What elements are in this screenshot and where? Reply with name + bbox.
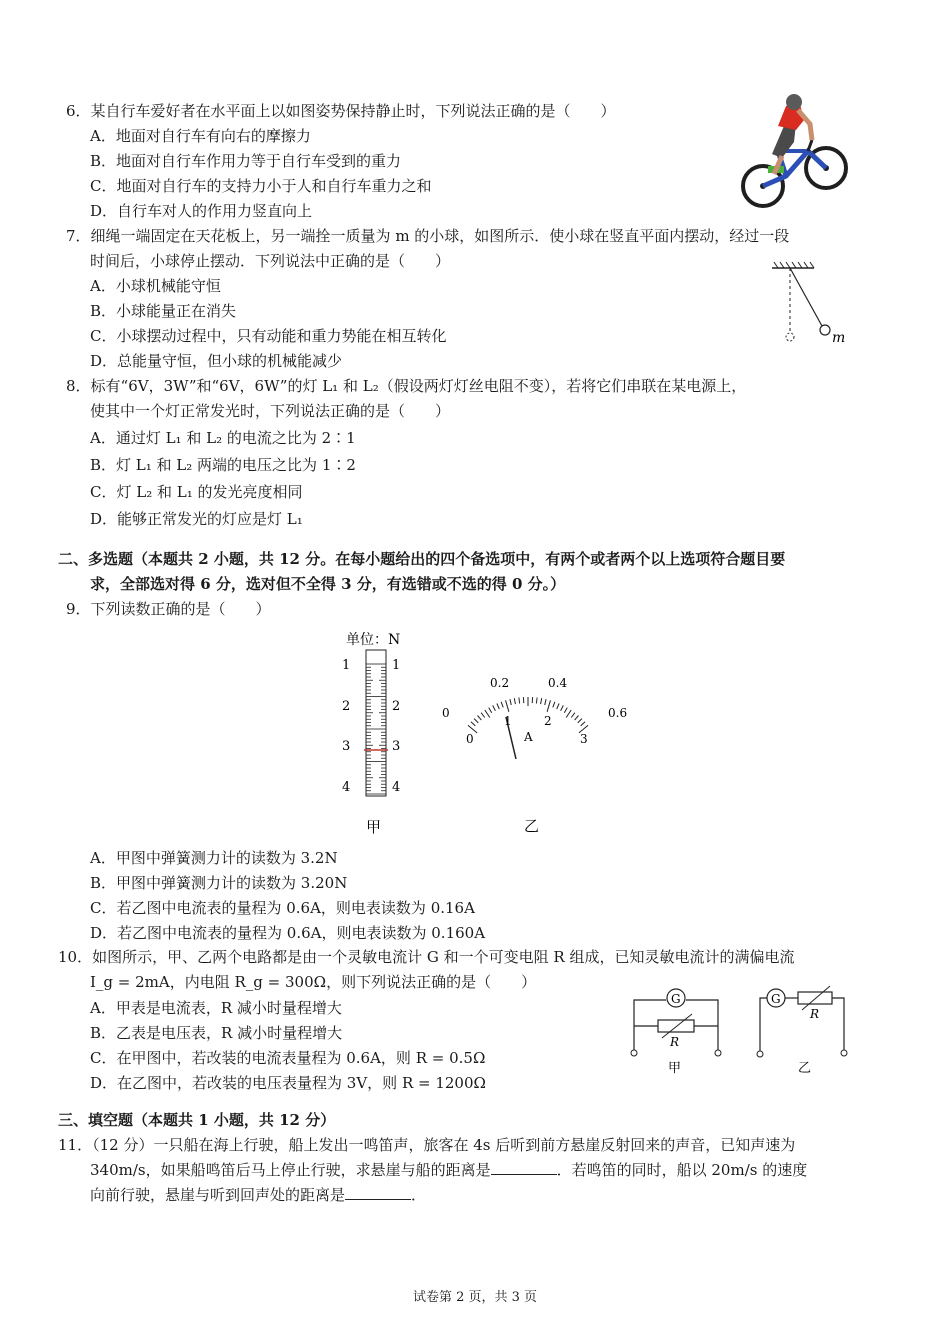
- svg-text:乙: 乙: [798, 1061, 812, 1076]
- q9-option-d: D．若乙图中电流表的量程为 0.6A，则电表读数为 0.160A: [90, 924, 486, 942]
- q6-option-d: D．自行车对人的作用力竖直向上: [90, 202, 313, 220]
- pendulum-mass-label: m: [832, 330, 846, 346]
- q11-line2-text: 340m/s，如果船鸣笛后马上停止行驶，求悬崖与船的距离是: [90, 1161, 491, 1179]
- bottom-label-1: 1: [504, 714, 512, 728]
- q7-stem-cont: 时间后，小球停止摆动．下列说法中正确的是（ ）: [90, 252, 451, 270]
- spring-balance-unit: 单位：N: [346, 632, 401, 648]
- ammeter-tick: [489, 708, 492, 713]
- q11-answer-blank-1[interactable]: [491, 1160, 557, 1175]
- q9-option-b: B．甲图中弹簧测力计的读数为 3.20N: [90, 874, 348, 892]
- pendulum-string: [790, 268, 822, 326]
- q9-option-c: C．若乙图中电流表的量程为 0.6A，则电表读数为 0.16A: [90, 899, 475, 917]
- ammeter-tick: [557, 704, 559, 710]
- section3-heading: 三、填空题（本题共 1 小题，共 12 分）: [58, 1111, 336, 1129]
- ammeter-tick: [541, 698, 542, 704]
- bottom-label-3: 3: [580, 732, 588, 746]
- top-label-0: 0: [442, 706, 450, 720]
- q10-stem-cont: I_g = 2mA，内电阻 R_g = 300Ω，则下列说法正确的是（ ）: [90, 973, 537, 991]
- q9-stem: 9．下列读数正确的是（ ）: [66, 600, 271, 618]
- ammeter-tick: [501, 702, 503, 708]
- q8-stem-cont: 使其中一个灯正常发光时，下列说法正确的是（ ）: [90, 402, 451, 420]
- q11-answer-blank-2[interactable]: [345, 1185, 411, 1200]
- q7-option-a: A．小球机械能守恒: [90, 277, 221, 295]
- ammeter-tick: [564, 708, 567, 713]
- section2-heading-cont: 求，全部选对得 6 分，选对但不全得 3 分，有选错或不选的得 0 分。）: [90, 575, 566, 593]
- tick-left-3: 3: [342, 739, 351, 754]
- cyclist-figure: [738, 96, 850, 212]
- ammeter-tick: [485, 710, 490, 718]
- caption-jia: 甲: [366, 818, 382, 836]
- ammeter-tick: [493, 705, 496, 710]
- tick-right-3: 3: [392, 739, 401, 754]
- q8-option-d: D．能够正常发光的灯应是灯 L₁: [90, 510, 303, 528]
- q6-option-c: C．地面对自行车的支持力小于人和自行车重力之和: [90, 177, 432, 195]
- q7-option-d: D．总能量守恒，但小球的机械能减少: [90, 352, 343, 370]
- svg-text:G: G: [771, 992, 781, 1006]
- q11-line1: 11．（12 分）一只船在海上行驶，船上发出一鸣笛声，旅客在 4s 后听到前方悬崖反射回来的声音，已知声速为: [58, 1136, 796, 1154]
- top-label-04: 0.4: [548, 676, 568, 690]
- ammeter-tick: [481, 713, 485, 718]
- q8-option-a: A．通过灯 L₁ 和 L₂ 的电流之比为 2∶1: [90, 429, 356, 447]
- pendulum-figure: [768, 260, 858, 350]
- tick-left-4: 4: [342, 780, 351, 795]
- q10-stem: 10．如图所示，甲、乙两个电路都是由一个灵敏电流计 G 和一个可变电阻 R 组成，已知灵敏电流计的满偏电流: [58, 948, 795, 966]
- pendulum-ball: [820, 325, 830, 335]
- top-label-06: 0.6: [608, 706, 628, 720]
- q6-option-a: A．地面对自行车有向右的摩擦力: [90, 127, 311, 145]
- q10-option-c: C．在甲图中，若改装的电流表量程为 0.6A，则 R = 0.5Ω: [90, 1049, 486, 1067]
- circuit-jia-figure: [626, 986, 726, 1078]
- ammeter-tick: [536, 698, 537, 704]
- q7-option-c: C．小球摆动过程中，只有动能和重力势能在相互转化: [90, 327, 447, 345]
- q9-option-a: A．甲图中弹簧测力计的读数为 3.2N: [90, 849, 338, 867]
- section2-heading: 二、多选题（本题共 2 小题，共 12 分。在每小题给出的四个备选项中，有两个或者两个以上选项符合题目要: [58, 550, 786, 568]
- ammeter-tick: [514, 698, 515, 704]
- q11-line3-text-b: ．: [411, 1186, 427, 1204]
- q8-option-b: B．灯 L₁ 和 L₂ 两端的电压之比为 1∶2: [90, 456, 356, 474]
- ammeter-tick: [578, 719, 582, 723]
- q11-line2-text-b: ．若鸣笛的同时，船以 20m/s 的速度: [556, 1161, 808, 1179]
- ammeter-tick: [545, 699, 546, 705]
- q10-option-a: A．甲表是电流表，R 减小时量程增大: [90, 999, 342, 1017]
- bottom-label-0: 0: [466, 732, 474, 746]
- ammeter-tick: [497, 704, 499, 710]
- q11-line3-text: 向前行驶，悬崖与听到回声处的距离是: [90, 1186, 346, 1204]
- bottom-label-2: 2: [544, 714, 552, 728]
- tick-right-2: 2: [392, 699, 401, 714]
- svg-text:R: R: [670, 1035, 680, 1049]
- q8-option-c: C．灯 L₂ 和 L₁ 的发光亮度相同: [90, 483, 303, 501]
- variable-resistor: [658, 1020, 694, 1032]
- ammeter-tick: [474, 719, 478, 723]
- q8-stem: 8．标有“6V，3W”和“6V，6W”的灯 L₁ 和 L₂（假设两灯灯丝电阻不变），若将它们串联在某电源上，: [66, 377, 747, 395]
- ammeter-tick: [575, 716, 579, 721]
- ammeter-tick: [478, 716, 482, 721]
- q11-line3: [90, 1185, 426, 1205]
- q10-option-b: B．乙表是电压表，R 减小时量程增大: [90, 1024, 343, 1042]
- caption-yi: 乙: [524, 817, 540, 835]
- svg-text:G: G: [671, 992, 681, 1006]
- q6-option-b: B．地面对自行车作用力等于自行车受到的重力: [90, 152, 402, 170]
- variable-resistor: [798, 992, 832, 1004]
- ammeter-tick: [506, 700, 509, 712]
- ammeter-tick: [510, 699, 511, 705]
- ammeter-figure: [440, 665, 630, 835]
- tick-right-4: 4: [392, 780, 401, 795]
- spring-balance-figure: [336, 628, 416, 838]
- ammeter-tick: [471, 722, 475, 726]
- tick-right-1: 1: [392, 658, 401, 673]
- q11-line2: [90, 1160, 807, 1180]
- ammeter-tick: [519, 698, 520, 704]
- ammeter-tick: [571, 713, 575, 718]
- ammeter-tick: [553, 702, 555, 708]
- q7-option-b: B．小球能量正在消失: [90, 302, 237, 320]
- tick-left-2: 2: [342, 699, 351, 714]
- page-footer: 试卷第 2 页，共 3 页: [412, 1290, 538, 1305]
- top-label-02: 0.2: [490, 676, 510, 690]
- ammeter-tick: [566, 710, 571, 718]
- tick-left-1: 1: [342, 658, 351, 673]
- q6-stem: 6．某自行车爱好者在水平面上以如图姿势保持静止时，下列说法正确的是（ ）: [66, 102, 616, 120]
- ammeter-tick: [547, 700, 550, 712]
- svg-text:甲: 甲: [668, 1061, 682, 1076]
- svg-text:R: R: [810, 1007, 820, 1021]
- rider-helmet: [786, 94, 802, 110]
- q7-stem: 7．细绳一端固定在天花板上，另一端拴一质量为 m 的小球，如图所示．使小球在竖直平面内摆动，经过一段: [66, 227, 790, 245]
- ammeter-unit: A: [524, 730, 533, 744]
- ammeter-tick: [561, 705, 564, 710]
- ammeter-tick: [581, 722, 585, 726]
- q10-option-d: D．在乙图中，若改装的电压表量程为 3V，则 R = 1200Ω: [90, 1074, 486, 1092]
- circuit-yi-figure: [752, 986, 852, 1078]
